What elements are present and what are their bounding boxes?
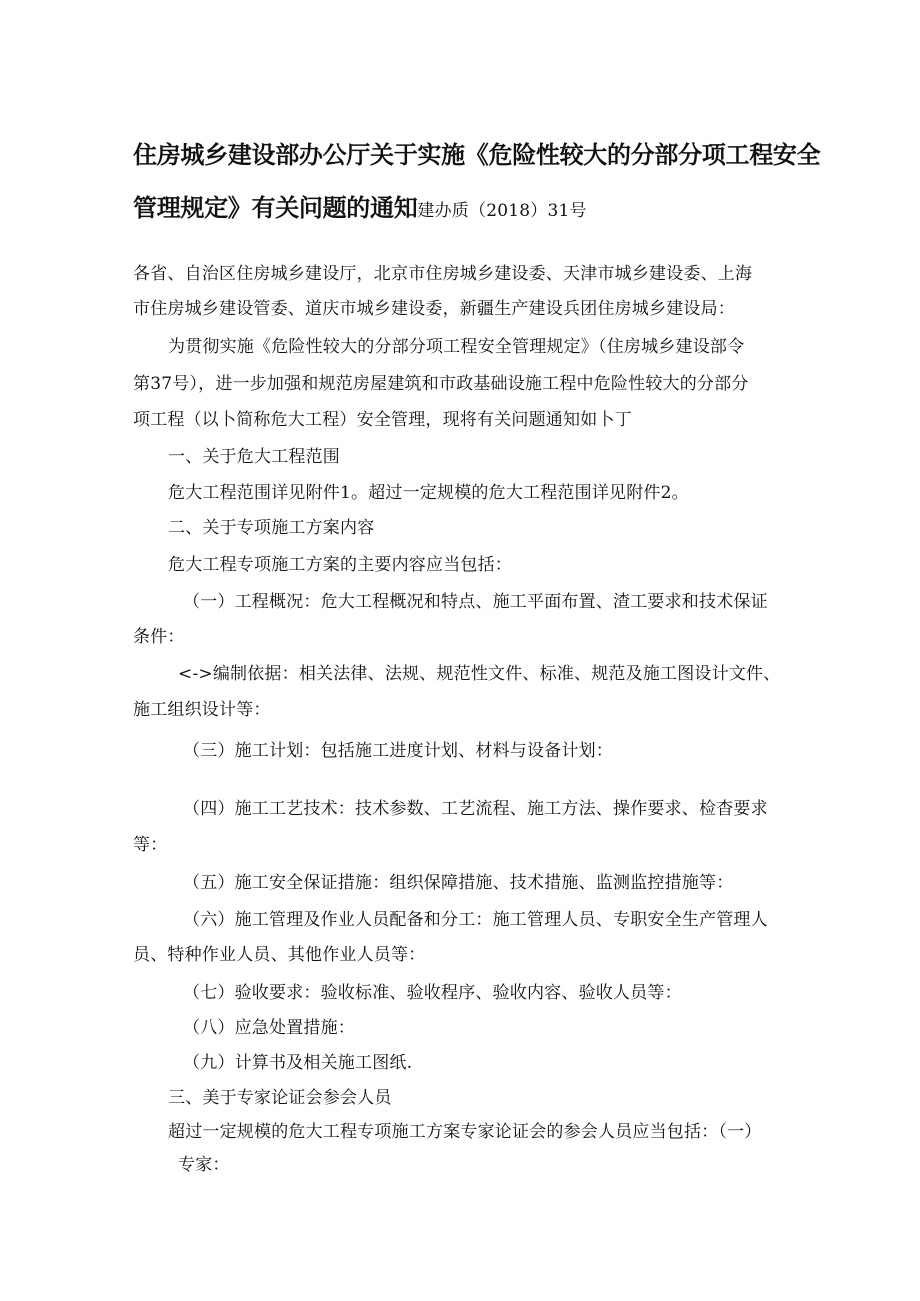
paragraph-line: 为贯彻实施《危险性较大的分部分项工程安全管理规定》（住房城乡建设部令 bbox=[168, 337, 745, 357]
paragraph-line: 各省、自治区住房城乡建设厅，北京市住房城乡建设委、天津市城乡建设委、上海 bbox=[133, 264, 753, 284]
list-item-continuation: 员、特种作业人员、其他作业人员等： bbox=[133, 945, 426, 965]
list-item-continuation: 条件： bbox=[133, 627, 185, 647]
paragraph-line: 项工程（以卜简称危大工程）安全管理，现将有关问题通知如卜丁 bbox=[133, 410, 632, 430]
section-heading: 三、美于专家论证会参会人员 bbox=[168, 1088, 392, 1108]
paragraph-line: 超过一定规模的危大工程专项施工方案专家论证会的参会人员应当包括：（一） bbox=[168, 1122, 762, 1142]
title-text: 管理规定》有关问题的通知 bbox=[133, 194, 418, 222]
list-item: （六）施工管理及作业人员配备和分工：施工管理人员、专职安全生产管理人 bbox=[183, 910, 768, 930]
paragraph-line: 第37号），进一步加强和规范房屋建筑和市政基础设施工程中危险性较大的分部分 bbox=[133, 374, 749, 394]
list-item: （一）工程概况：危大工程概况和特点、施工平面布置、渣工要求和技术保证 bbox=[183, 592, 768, 612]
list-item: （九）计算书及相关施工图纸. bbox=[183, 1053, 413, 1073]
document-number: 建办质（2018）31号 bbox=[417, 201, 587, 221]
paragraph-line: 危大工程专项施工方案的主要内容应当包括： bbox=[168, 555, 512, 575]
list-item: （三）施工计划：包括施工进度计划、材料与设备计划： bbox=[183, 741, 613, 761]
title-line-1: 住房城乡建设部办公厅关于实施《危险性较大的分部分项工程安全 bbox=[133, 141, 821, 169]
list-item: （五）施工安全保证措施：组织保障措施、技术措施、监测监控措施等： bbox=[183, 873, 734, 893]
list-item: （四）施工工艺技术：技术参数、工艺流程、施工方法、操作要求、检杳要求 bbox=[183, 799, 768, 819]
title-line-2 bbox=[133, 193, 587, 226]
paragraph-line: 危大工程范围详见附件1。超过一定规模的危大工程范围详见附件2。 bbox=[168, 483, 689, 503]
section-heading: 二、关于专项施工方案内容 bbox=[168, 518, 375, 538]
list-item-continuation: 施工组织设计等： bbox=[133, 700, 271, 720]
list-item: <->编制依据：相关法律、法规、规范性文件、标准、规范及施工图设计文件、 bbox=[178, 664, 781, 684]
list-item: （七）验收要求：验收标准、验收程序、验收内容、验收人员等： bbox=[183, 983, 682, 1003]
section-heading: 一、关于危大工程范围 bbox=[168, 447, 340, 467]
list-item: （八）应急处置措施： bbox=[183, 1018, 355, 1038]
list-item-continuation: 等： bbox=[133, 835, 168, 855]
paragraph-line: 市住房城乡建设管委、道庆市城乡建设委，新疆生产建设兵团住房城乡建设局： bbox=[133, 299, 735, 319]
paragraph-line: 专家： bbox=[178, 1155, 230, 1175]
